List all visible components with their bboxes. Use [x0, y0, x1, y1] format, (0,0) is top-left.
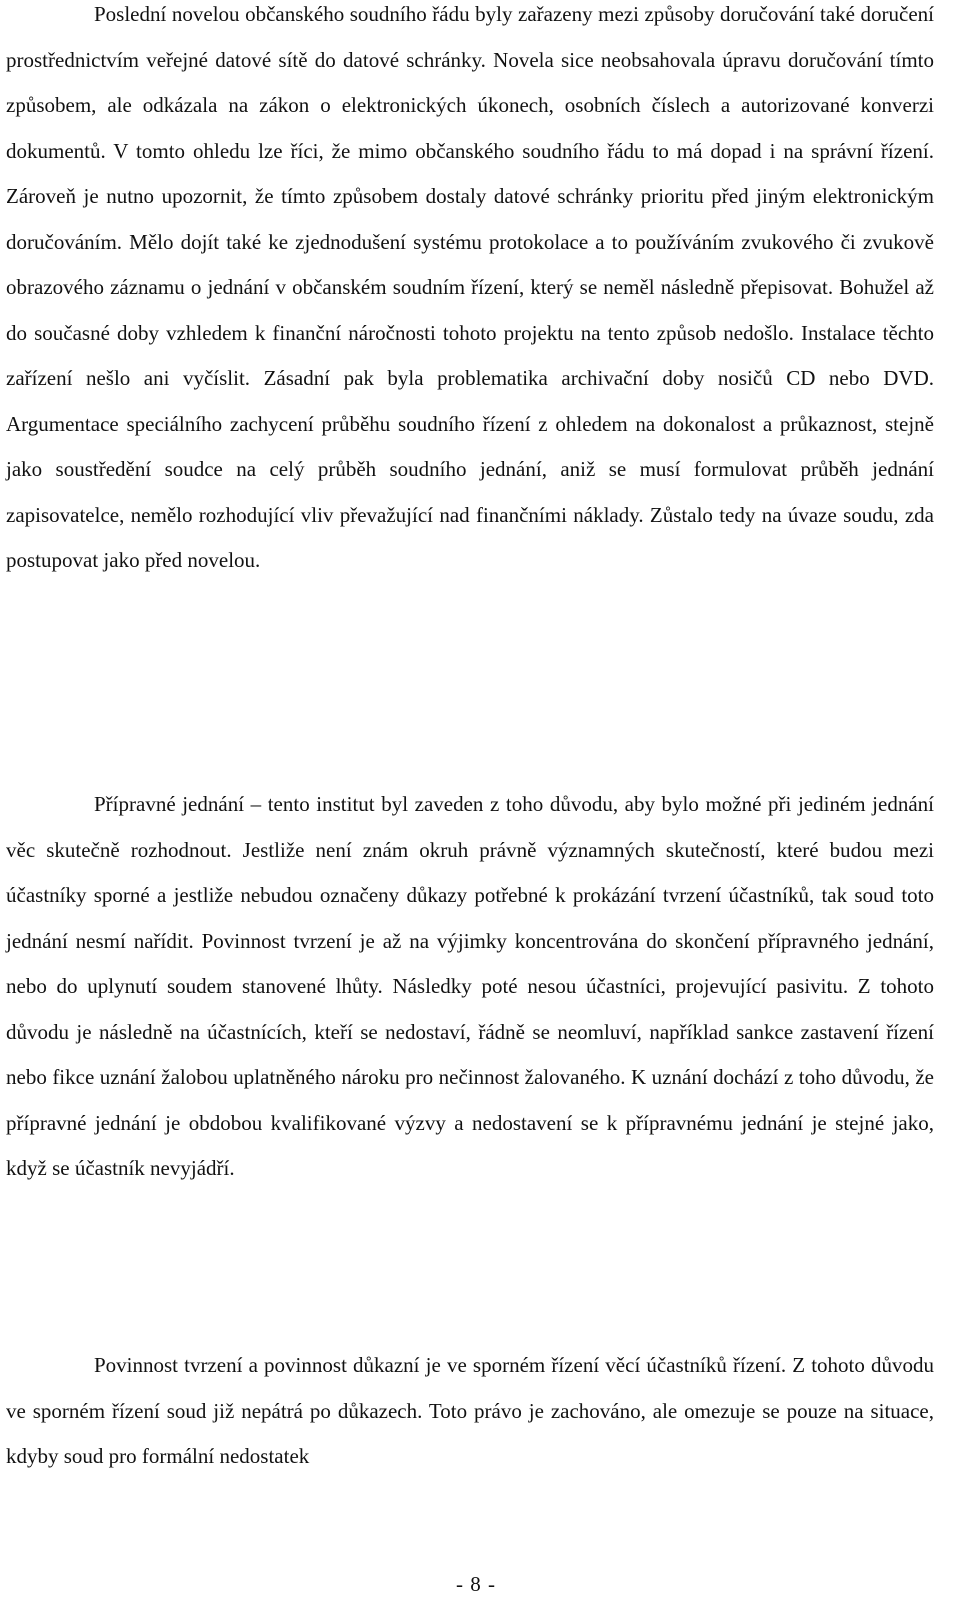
page-number: - 8 -	[456, 1572, 496, 1596]
paragraph-1: Poslední novelou občanského soudního řádu byly zařazeny mezi způsoby doručování také doručení prostřednictvím veřejné datové sítě do datové schránky. Novela sice neobsahovala úpravu doručování tímto způsobem, ale odkázala na zákon o elektronických úkonech, osobních číslech a autorizované konverzi dokumentů. V tomto ohledu lze říci, že mimo občanského soudního řádu to má dopad i na správní řízení. Zároveň je nutno upozornit, že tímto způsobem dostaly datové schránky prioritu před jiným elektronickým doručováním. Mělo dojít také ke zjednodušení systému protokolace a to používáním zvukového či zvukově obrazového záznamu o jednání v občanském soudním řízení, který se neměl následně přepisovat. Bohužel až do současné doby vzhledem k finanční náročnosti tohoto projektu na tento způsob nedošlo. Instalace těchto zařízení nešlo ani vyčíslit. Zásadní pak byla problematika archivační doby nosičů CD nebo DVD. Argumentace speciálního zachycení průběhu soudního řízení z ohledem na dokonalost a průkaznost, stejně jako soustředění soudce na celý průběh soudního jednání, aniž se musí formulovat průběh jednání zapisovatelce, nemělo rozhodující vliv převažující nad finančními náklady. Zůstalo tedy na úvaze soudu, zda postupovat jako před novelou.	[6, 2, 934, 572]
paragraph-2: Přípravné jednání – tento institut byl zaveden z toho důvodu, aby bylo možné při jediném jednání věc skutečně rozhodnout. Jestliže není znám okruh právně významných skutečností, které budou mezi účastníky sporné a jestliže nebudou označeny důkazy potřebné k prokázání tvrzení účastníků, tak soud toto jednání nesmí nařídit. Povinnost tvrzení je až na výjimky koncentrována do skončení přípravného jednání, nebo do uplynutí soudem stanovené lhůty. Následky poté nesou účastníci, projevující pasivitu. Z tohoto důvodu je následně na účastnících, kteří se nedostaví, řádně se neomluví, například sankce zastavení řízení nebo fikce uznání žalobou uplatněného nároku pro nečinnost žalovaného. K uznání dochází z toho důvodu, že přípravné jednání je obdobou kvalifikované výzvy a nedostavení se k přípravnému jednání je stejné jako, když se účastník nevyjádří.	[6, 792, 934, 1180]
document-page	[6, 0, 934, 1613]
paragraph-3: Povinnost tvrzení a povinnost důkazní je ve sporném řízení věcí účastníků řízení. Z tohoto důvodu ve sporném řízení soud již nepátrá po důkazech. Toto právo je zachováno, ale omezuje se pouze na situace, kdyby soud pro formální nedostatek	[6, 1353, 934, 1468]
